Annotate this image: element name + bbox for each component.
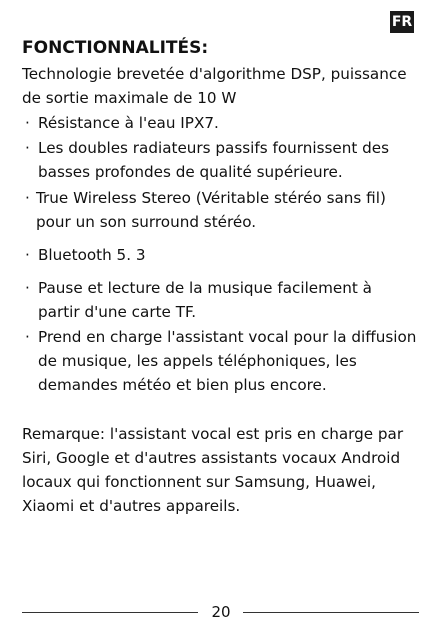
feature-line: Les doubles radiateurs passifs fournissent des	[38, 139, 390, 157]
feature-item	[22, 325, 432, 397]
feature-item	[22, 111, 432, 135]
feature-line: Résistance à l'eau IPX7.	[38, 114, 219, 132]
feature-list	[22, 111, 432, 397]
feature-line: True Wireless Stereo (Véritable stéréo sans fil)	[36, 189, 386, 207]
page-number: 20	[211, 603, 231, 621]
footer-rule-left	[22, 612, 198, 613]
remark-line: locaux qui fonctionnent sur Samsung, Huawei,	[22, 473, 376, 491]
feature-line: partir d'une carte TF.	[38, 303, 197, 321]
feature-item	[22, 276, 432, 324]
feature-line: de musique, les appels téléphoniques, les	[38, 352, 357, 370]
feature-item	[22, 186, 432, 234]
bullet-marker: ·	[25, 328, 30, 346]
feature-line: demandes météo et bien plus encore.	[38, 376, 327, 394]
remark-line: Xiaomi et d'autres appareils.	[22, 497, 241, 515]
remark-line: Remarque: l'assistant vocal est pris en charge par	[22, 425, 404, 443]
feature-line: basses profondes de qualité supérieure.	[38, 163, 343, 181]
feature-item	[22, 136, 432, 184]
intro-line: de sortie maximale de 10 W	[22, 89, 237, 107]
section-heading: FONCTIONNALITÉS:	[22, 38, 209, 58]
footer-rule-right	[243, 612, 419, 613]
bullet-marker: ·	[25, 139, 30, 157]
remark-line: Siri, Google et d'autres assistants vocaux Android	[22, 449, 401, 467]
bullet-marker: ·	[25, 114, 30, 132]
intro-paragraph	[22, 62, 422, 110]
bullet-marker: ·	[25, 279, 30, 297]
feature-item	[22, 243, 432, 267]
feature-line: Pause et lecture de la musique facilement à	[38, 279, 372, 297]
feature-line: pour un son surround stéréo.	[36, 213, 257, 231]
bullet-marker: ·	[25, 246, 30, 264]
remark-paragraph	[22, 422, 422, 518]
bullet-marker: ·	[25, 189, 30, 207]
intro-line: Technologie brevetée d'algorithme DSP, puissance	[22, 65, 407, 83]
language-badge: FR	[390, 11, 414, 33]
feature-line: Bluetooth 5. 3	[38, 246, 146, 264]
feature-line: Prend en charge l'assistant vocal pour la diffusion	[38, 328, 417, 346]
